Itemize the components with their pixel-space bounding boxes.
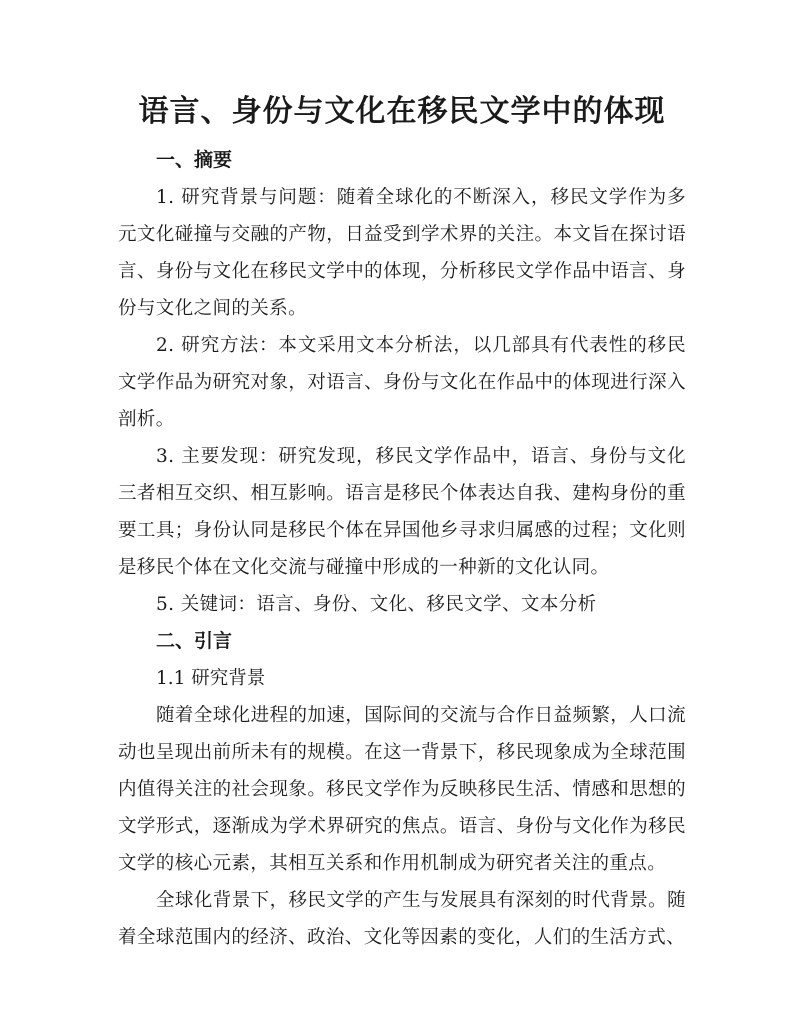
subsection-heading-background: 1.1 研究背景: [156, 668, 266, 689]
abstract-paragraph-keywords: 5. 关键词：语言、身份、文化、移民文学、文本分析: [156, 594, 597, 615]
section-heading-introduction: 二、引言: [156, 630, 233, 652]
abstract-paragraph-findings: 3. 主要发现：研究发现，移民文学作品中，语言、身份与文化三者相互交织、相互影响。语言是移民个体表达自我、建构身份的重要工具；身份认同是移民个体在异国他乡寻求归属感的过程；文化则是移民个体在文化交流与碰撞中形成的一种新的文化认同。: [118, 446, 686, 578]
document-title: 语言、身份与文化在移民文学中的体现: [138, 94, 666, 129]
document-page: [118, 88, 686, 956]
section-heading-abstract: 一、摘要: [156, 149, 233, 171]
abstract-paragraph-method: 2. 研究方法：本文采用文本分析法，以几部具有代表性的移民文学作品为研究对象，对语言、身份与文化在作品中的体现进行深入剖析。: [118, 335, 686, 430]
introduction-paragraph-2: 全球化背景下，移民文学的产生与发展具有深刻的时代背景。随着全球范围内的经济、政治、文化等因素的变化，人们的生活方式、: [118, 890, 686, 948]
introduction-paragraph-1: 随着全球化进程的加速，国际间的交流与合作日益频繁，人口流动也呈现出前所未有的规模。在这一背景下，移民现象成为全球范围内值得关注的社会现象。移民文学作为反映移民生活、情感和思想的文学形式，逐渐成为学术界研究的焦点。语言、身份与文化作为移民文学的核心元素，其相互关系和作用机制成为研究者关注的重点。: [118, 705, 686, 874]
abstract-paragraph-background: 1. 研究背景与问题：随着全球化的不断深入，移民文学作为多元文化碰撞与交融的产物，日益受到学术界的关注。本文旨在探讨语言、身份与文化在移民文学中的体现，分析移民文学作品中语言、身份与文化之间的关系。: [118, 187, 686, 319]
